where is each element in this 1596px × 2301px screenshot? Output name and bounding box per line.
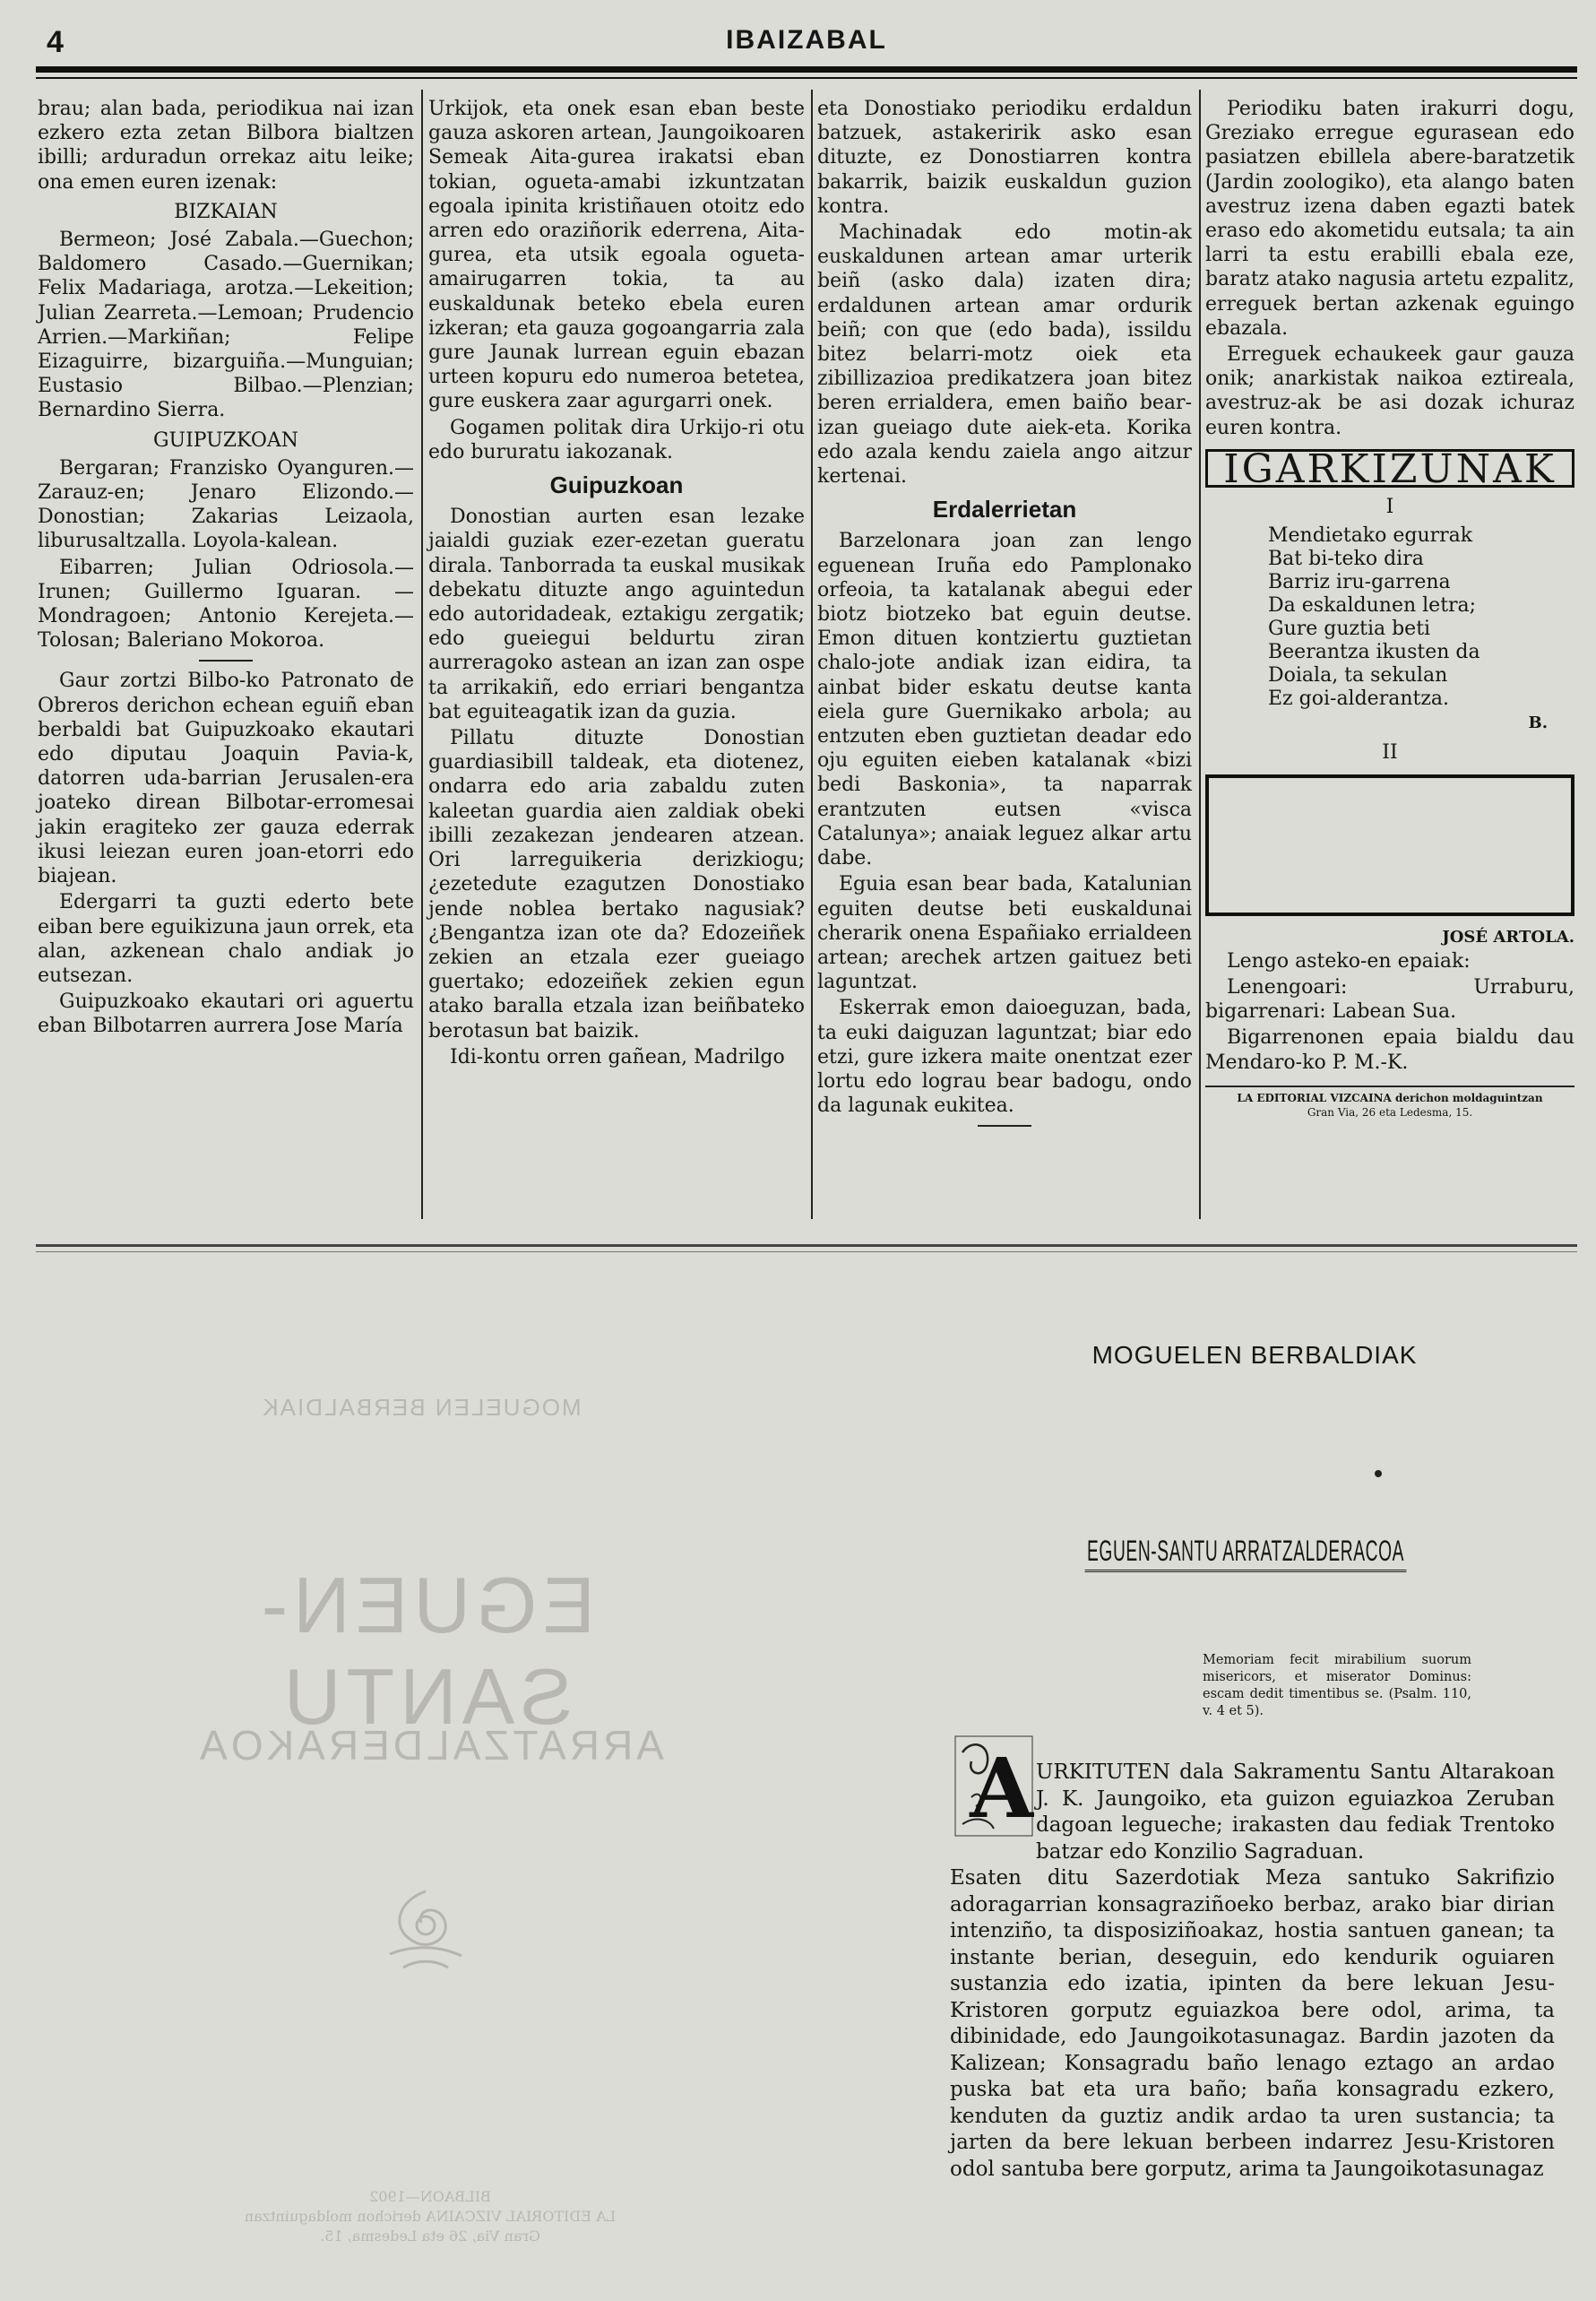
section-heading-erdalerrietan: Erdalerrietan — [932, 496, 1077, 523]
section-heading-guipuzkoan: GUIPUZKOAN — [152, 428, 299, 452]
poem-line: Bat bi-teko dira — [1268, 548, 1424, 571]
paragraph: Eskerrak emon daioeguzan, bada, ta euki daiguzan laguntzat; biar edo etzi, gure izkera maite onentzat ezer lortu edo lograu bear badogu, ondo da lagunak eukitea. — [817, 997, 1192, 1118]
printer-imprint — [1205, 1086, 1574, 1120]
column-1 — [38, 97, 414, 1041]
dropcap-letter: A — [970, 1740, 1034, 1837]
show-through-subtitle: ARRATZALDERAKOA — [196, 1722, 664, 1769]
column-4 — [1205, 97, 1574, 1120]
paragraph: eta Donostiako periodiku erdaldun batzuek, astakeririk asko esan dituzte, ez Donostiarren kontra bakarrik, baizik euskaldun guzion kontra. — [817, 98, 1192, 218]
poem-line: Mendietako egurrak — [1268, 524, 1473, 548]
show-through-flourish-icon — [363, 1873, 488, 1981]
page-fold-rule-thin — [36, 1251, 1577, 1252]
paragraph: Eguia esan bear bada, Katalunian eguiten deutse beti euskaldunai cherarik onena Españiako errialdeen artean; arechek artzen gaituez beti laguntzat. — [817, 873, 1192, 994]
riddle-signature: JOSÉ ARTOLA. — [1442, 927, 1574, 947]
paragraph: Lenengoari: Urraburu, bigarrenari: Labean Sua. — [1205, 976, 1574, 1024]
paragraph: Periodiku baten irakurri dogu, Greziako erregue egurasean edo pasiatzen ebillela abere-baratzetik (Jardin zoologiko), eta alango baten avestruz izena daben egazti batek eraso edo akometidu eutsala; ta ain larri ta estu erabilli ebala eze, baratz atako nagusia artetu ezpalitz, erreguek bertan azkenak eguingo ebazala. — [1205, 98, 1574, 340]
agents-list-guipuzkoa-2: Eibarren; Julian Odriosola.—Irunen; Guillermo Iguaran. — Mondragoen; Antonio Kerejeta.— Tolosan; Baleriano Mokoroa. — [38, 556, 414, 653]
poem-line: Beerantza ikusten da — [1268, 641, 1480, 664]
poem-line: Ez goi-alderantza. — [1268, 688, 1450, 711]
paragraph: Guipuzkoako ekautari ori aguertu eban Bilbotarren aurrera Jose María — [38, 990, 414, 1038]
show-through-footer-line: BILBAON—1902 — [369, 2188, 491, 2205]
page-header — [36, 20, 1577, 74]
column-divider — [1199, 90, 1201, 1219]
paragraph: Machinadak edo motin-ak euskaldunen artean amar urterik beiñ (asko dala) izaten dira; erdaldunen artean amar ordurik beiñ; con que (edo bada), issildu bitez belarri-motz oiek eta zibillizazioa predikatzera joan bitez beren errialdera, emen baiño bear-izan gueiago dute aiek-eta. Korika edo azala kendu zaiela ango aitzur kertenai. — [817, 221, 1192, 489]
ornament-dot — [1375, 1470, 1382, 1477]
separator — [199, 660, 253, 662]
paragraph: Donostian aurten esan lezake jaialdi guziak ezer-ezetan gueratu dirala. Tanborrada ta euskal musikak debekatu dituzte ango aguintedun edo autoridadeak, eztakigu zergatik; edo gueiegui beldurtu ziran aurreragoko astean an izan zan ospe ta arrikakiñ, edo erriari bengantza bat eguiteagatik izan da guzia. — [428, 506, 805, 723]
poem-line: Barriz iru-garrena — [1268, 571, 1451, 594]
column-divider — [421, 90, 423, 1219]
igarkizunak-title-box: IGARKIZUNAK — [1205, 449, 1574, 488]
paragraph: Bigarrenonen epaia bialdu dau Mendaro-ko P. M.-K. — [1205, 1026, 1574, 1074]
riddle-number-1: I — [1385, 496, 1394, 519]
show-through-footer-line: LA EDITORIAL VIZCAINA derichon moldaguintzan — [244, 2208, 617, 2225]
paragraph: Lengo asteko-en epaiak: — [1227, 949, 1471, 973]
imprint-line: Gran Via, 26 eta Ledesma, 15. — [1307, 1105, 1473, 1119]
section-heading-guipuzkoan: Guipuzkoan — [549, 471, 684, 499]
paragraph: Gogamen politak dira Urkijo-ri otu edo bururatu iakozanak. — [428, 416, 805, 463]
paragraph: Idi-kontu orren gañean, Madrilgo — [450, 1045, 785, 1068]
paragraph: Urkijok, eta onek esan eban beste gauza askoren artean, Jaungoikoaren Semeak Aita-gurea irakatsi eban tokian, ogueta-amabi izkuntzatan egoala ipinita kristiñauen otoitz edo arren edo oraziñorik ederrena, Aita-gurea, eta utsik egoala ogueta-amairugarren tokia, ta au euskaldunak beteko ebela euren izkeran; eta gauza gogoangarria zala gure Jaunak lurrean eguin ebazan urteen kopuru edo numeroa betetea, gure euskera zaar agurgarri onek. — [428, 98, 805, 413]
show-through-footer — [233, 2187, 627, 2246]
agents-list-guipuzkoa: Bergaran; Franzisko Oyanguren.—Zarauz-en; Jenaro Elizondo.—Donostian; Zakarias Leizaola, liburusaltzalla. Loyola-kalean. — [38, 456, 414, 553]
separator — [978, 1125, 1031, 1127]
sermon-opening: URKITUTEN dala Sakramentu Santu Altarakoan J. K. Jaungoiko, eta guizon eguiazkoa Zeruban dagoan legueche; irakasten dau fediak Trentoko batzar edo Konzilio Sagraduan. — [1036, 1760, 1555, 1864]
poem-signature: B. — [1528, 714, 1548, 733]
header-rule-thick — [36, 66, 1577, 73]
riddle-poem — [1205, 524, 1574, 711]
show-through-footer-line: Gran Via, 26 eta Ledesma, 15. — [320, 2227, 540, 2245]
column-3 — [817, 97, 1192, 1134]
sermon-title — [932, 1535, 1559, 1572]
newspaper-title: IBAIZABAL — [726, 25, 887, 55]
sermon-continuation: Esaten ditu Sazerdotiak Meza santuko Sakrifizio adoragarrian konsagraziñoeko berbaz, arako biar dirian intenziño, ta disposiziñoakaz, hostia santuen ganean; ta instante berian, deseguin, edo kendurik oguiaren sustanzia edo izatia, ipinten da bere lekuan Jesu-Kristoren gorputz eguiazkoa bere odol, arima, ta dibinidade, edo Jaungoikotasunagaz. Bardin jazoten da Kalizean; Konsagradu baño lenago eztago an ardao puska bat eta ura baño; baña konsagradu ezkero, kenduten da guztiz andik ardao ta uren sustancia; ta jarten da bere lekuan berbeen indarrez Jesu-Kristoren odol santuba bere gorputz, arima ta Jaungoikotasunagaz — [950, 1866, 1555, 2181]
column-2 — [428, 97, 805, 1071]
page-fold-rule — [36, 1244, 1577, 1247]
paragraph: Erreguek echaukeek gaur gauza onik; anarkistak naikoa eztireala, avestruz-ak be asi dozak ichuraz euren kontra. — [1205, 343, 1574, 439]
paragraph: Pillatu dituzte Donostian guardiasibill taldeak, eta diotenez, ondarra edo aria zabaldu zuten kaleetan guardia aien zaldiak obeki ibilli zezakezan jendearen atzean. Ori larreguikeria derizkiogu; ¿ezetedute ezagutzen Donostiako jende noblea bertako nagusiak? ¿Bengantza izan ote da? Edozeiñek zekien an etzala ezer gueiago guertako; edozeiñek zekien egun atako baralla etzala izan beiñbateko berotasun bat baizik. — [428, 727, 805, 1042]
riddle-box — [1205, 774, 1574, 916]
column-divider — [811, 90, 813, 1219]
agents-list-bizkaia: Bermeon; José Zabala.—Guechon; Baldomero Casado.—Guernikan; Felix Madariaga, arotza.—Lekeition; Julian Zearreta.—Lemoan; Prudencio Arrien.—Markiñan; Felipe Eizaguirre, bizarguiña.—Munguian; Eustasio Bilbao.—Plenzian; Bernardino Sierra. — [38, 229, 414, 422]
latin-epigraph: Memoriam fecit mirabilium suorum misericors, et miserator Dominus: escam dedit timentibus se. (Psalm. 110, v. 4 et 5). — [1203, 1653, 1471, 1718]
sermon-title-text: EGUEN-SANTU ARRATZALDERACOA — [1085, 1535, 1407, 1572]
paragraph: Barzelonara joan zan lengo eguenean Iruña edo Pamplonako orfeoia, ta katalanak abegui eder biotz biotzeko bat eguin deutse. Emon dituen kontziertu guztietan chalo-jote andiak izan eidira, ta ainbat bider eskatu deutse kanta eiela gure Guernikako arbola; au entzuten eben guztietan deadar edo oju eguiten eieben katalanak «bizi bedi Baskonia», ta naparrak erantzuten eutsen «visca Catalunya»; anaiak leguez alkar artu dabe. — [817, 530, 1192, 870]
header-rule-thin — [36, 77, 1577, 79]
poem-line: Da eskaldunen letra; — [1268, 594, 1477, 618]
paragraph: brau; alan bada, periodikua nai izan ezkero ezta zetan Bilbora bialtzen ibilli; arduradun orrekaz aitu leike; ona emen euren izenak: — [38, 98, 414, 194]
sermon-series-heading: MOGUELEN BERBALDIAK — [1091, 1341, 1418, 1369]
poem-line: Doiala, ta sekulan — [1268, 664, 1448, 688]
paragraph: Gaur zortzi Bilbo-ko Patronato de Obreros derichon echean eguiñ eban berbaldi bat Guipuzkoako ekautari edo diputau Joaquin Pavia-k, datorren uda-barrian Jerusalen-era joateko direan Bilbotar-erromesai jakin eragiteko zer gauza ederrak ikusi leiezan euren joan-etorri edo biajean. — [38, 670, 414, 888]
sermon-body — [950, 1760, 1555, 2183]
poem-line: Gure guztia beti — [1268, 618, 1431, 641]
imprint-line: LA EDITORIAL VIZCAINA derichon moldaguintzan — [1237, 1091, 1543, 1104]
show-through-title: EGUEN-SANTU — [255, 1561, 596, 1741]
riddle-number-2: II — [1382, 741, 1398, 765]
show-through-heading: MOGUELEN BERBALDIAK — [261, 1394, 582, 1421]
page-number: 4 — [47, 25, 64, 59]
section-heading-bizkaian: BIZKAIAN — [174, 200, 278, 223]
paragraph: Edergarri ta guzti ederto bete eiban bere eguikizuna jaun orrek, eta alan, azkenean chalo andiak jo eutsezan. — [38, 891, 414, 987]
